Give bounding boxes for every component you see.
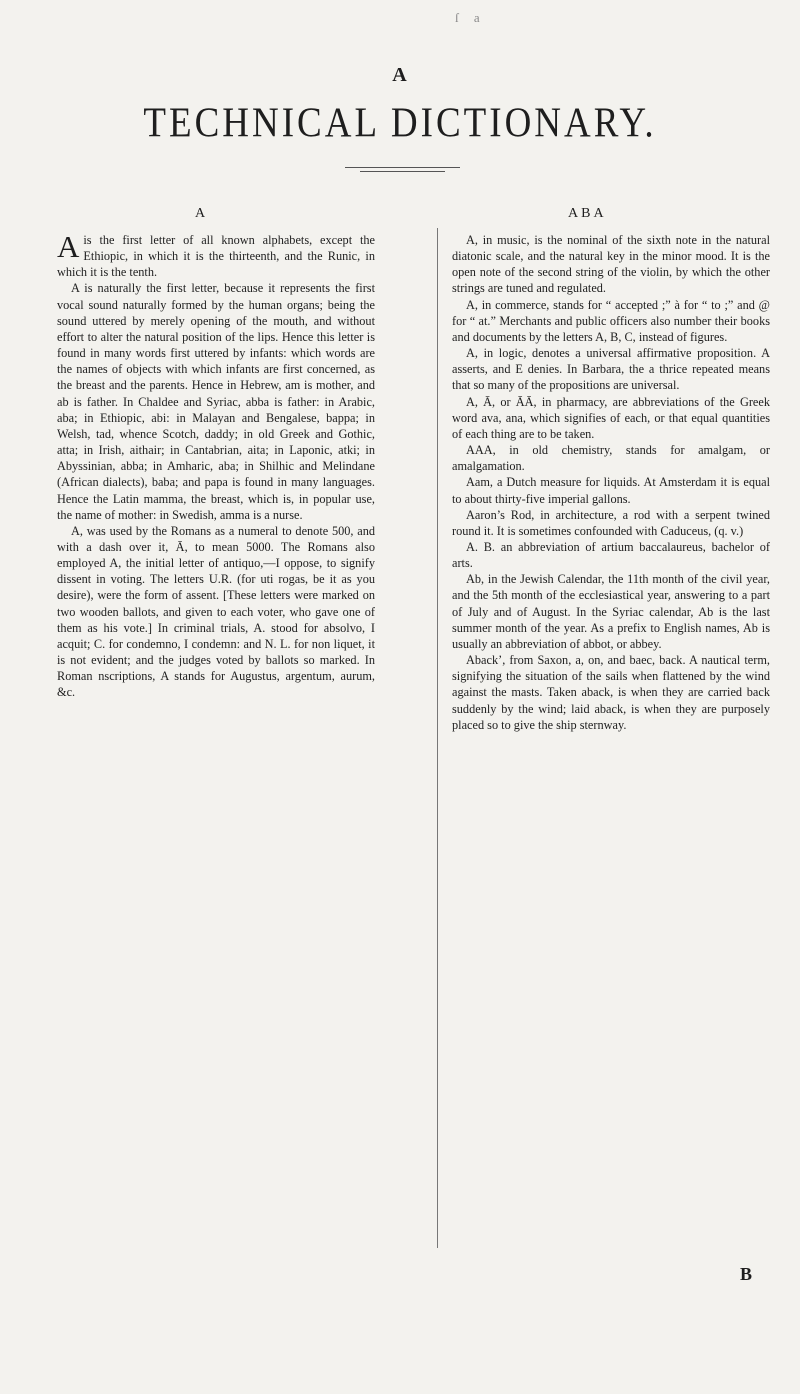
entry-ab-calendar: Ab, in the Jewish Calendar, the 11th month of the civil year, and the 5th month of the ecclesiastical year, answering to a part of July and of August. In the Syriac calendar, Ab is the last summer month of the year. As a prefix to English names, Ab is usually an abbreviation of abbot, or abbey.: [452, 572, 770, 651]
entry-a-intro: [57, 229, 375, 280]
entry-a-roman: A, was used by the Romans as a numeral to denote 500, and with a dash over it, Ā, to mean 5000. The Romans also employed A, the initial letter of antiquo,—I oppose, to signify dissent in voting. The letters U.R. (for uti rogas, be it as you desire), were the form of assent. [These letters were marked on two wooden ballots, and given to each voter, who gave one of them as his vote.] In criminal trials, A. stood for absolvo, I acquit; C. for condemno, I condemn: and N. L. for non liquet, it is not evident; and the judges voted by ballots so marked. In Roman nscriptions, A stands for Augustus, argentum, aurum, &c.: [57, 523, 375, 700]
left-column: [57, 229, 375, 701]
entry-a-origin: A is naturally the first letter, because it represents the first vocal sound naturally formed by the human organs; being the sound uttered by merely opening of the mouth, and without effort to alter the natural position of the lips. Hence this letter is found in many words first uttered by infants: which words are the names of objects with which infants are first concerned, as the breast and the parents. Hence in Hebrew, am is mother, and ab is father. In Chaldee and Syriac, abba is father: in Arabic, aba; in Ethiopic, abi: in Malayan and Bengalese, bappa; in Welsh, tad, whence Scotch, daddy; in old Greek and Gothic, atta; in Irish, aithair; in Cantabrian, aita; in Laponic, atki; in Abyssinian, abba; in Amharic, aba; in Shilhic and Melindane (African dialects), baba; and papa is found in many languages. Hence the Latin mamma, the breast, which is, in popular use, the name of mother: in Swedish, amma is a nurse.: [57, 281, 375, 522]
entry-aam: Aam, a Dutch measure for liquids. At Amsterdam it is equal to about thirty-five imperial gallons.: [452, 475, 770, 506]
running-head-left: A: [195, 206, 207, 221]
entry-a-logic: A, in logic, denotes a universal affirmative proposition. A asserts, and E denies. In Barbara, the a thrice repeated means that so many of the propositions are universal.: [452, 346, 770, 393]
page-title: TECHNICAL DICTIONARY.: [143, 99, 657, 148]
entry-aarons-rod: Aaron’s Rod, in architecture, a rod with a serpent twined round it. It is sometimes confounded with Caduceus, (q. v.): [452, 507, 770, 538]
entry-a-music: A, in music, is the nominal of the sixth note in the natural diatonic scale, and the natural key in the minor mood. It is the open note of the second string of the violin, by which the other strings are tuned and regulated.: [452, 233, 770, 296]
signature-mark: B: [740, 1264, 753, 1284]
drop-cap: A: [57, 229, 80, 264]
entry-a-intro-text: is the first letter of all known alphabets, except the Ethiopic, in which it is the thirteenth, and the Runic, in which it is the tenth.: [57, 233, 375, 280]
right-column: [452, 232, 770, 733]
title-rule: [345, 167, 460, 168]
entry-aback: Aback’, from Saxon, a, on, and baec, back. A nautical term, signifying the situation of the sails when flattened by the wind against the masts. Taken aback, is when they are carried back suddenly by the wind; laid aback, is when they are purposely placed so to give the ship sternway.: [452, 653, 770, 732]
entry-a-commerce: A, in commerce, stands for “ accepted ;” à for “ to ;” and @ for “ at.” Merchants and public officers also number their books and documents by the letters A, B, C, instead of figures.: [452, 297, 770, 344]
running-head-right: ABA: [568, 206, 607, 221]
entry-aaa: AAA, in old chemistry, stands for amalgam, or amalgamation.: [452, 443, 770, 474]
title-rule-thin: [360, 171, 445, 172]
entry-a-pharmacy: A, Ā, or ĀĀ, in pharmacy, are abbreviations of the Greek word ava, ana, which signifies of each, or that equal quantities of each thing are to be taken.: [452, 394, 770, 441]
title-article: A: [392, 64, 408, 86]
corner-mark: ſ a: [455, 10, 486, 25]
column-divider: [437, 228, 438, 1248]
entry-ab-abbrev: A. B. an abbreviation of artium baccalaureus, bachelor of arts.: [452, 539, 770, 571]
